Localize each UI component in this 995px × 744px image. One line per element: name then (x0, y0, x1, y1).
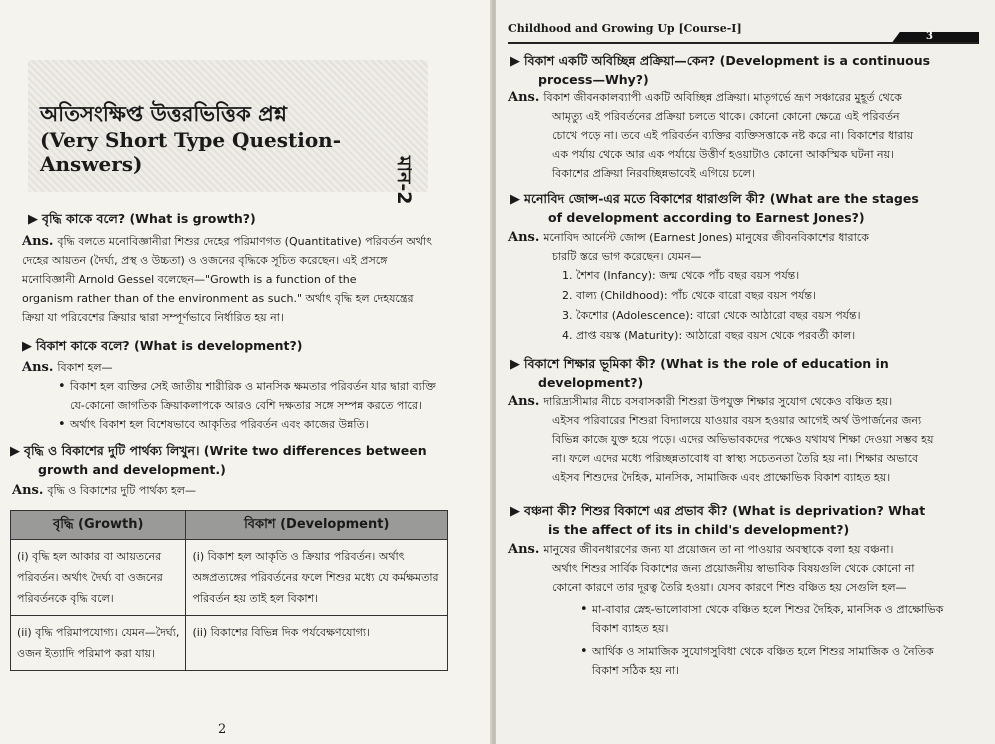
arrow-icon: ▶ (28, 212, 38, 227)
table-cell: (i) বৃদ্ধি হল আকার বা আয়তনের পরিবর্তন। অর্থাৎ দৈর্ঘ্য বা ওজনের পরিবর্তনকে বৃদ্ধি বলে। (11, 540, 186, 616)
answer-line: বিকাশ হল ব্যক্তির সেই জাতীয় শারীরিক ও মানসিক ক্ষমতার পরিবর্তন যার দ্বারা ব্যক্তি (70, 380, 436, 393)
question-1 (28, 210, 256, 229)
table-header-row (11, 511, 448, 540)
arrow-icon: ▶ (510, 192, 520, 207)
arrow-icon: ▶ (22, 339, 32, 354)
answer-line: বৃদ্ধি বলতে মনোবিজ্ঞানীরা শিশুর দেহের পরিমাণগত (Quantitative) পরিবর্তন অর্থাৎ (57, 235, 432, 248)
question-text: বিকাশে শিক্ষার ভূমিকা কী? (What is the role of education in (524, 356, 889, 371)
question-text: বৃদ্ধি ও বিকাশের দুটি পার্থক্য লিখুন। (Write two differences between (24, 443, 427, 458)
answer-line: বৃদ্ধি ও বিকাশের দুটি পার্থক্য হল— (47, 484, 197, 497)
answer-line: কোনো কারণে তার দূরত্ব তৈরি হওয়া। যেসব কারণে শিশু বঞ্চিত হয় সেগুলি হল— (552, 581, 907, 594)
question-text: বঞ্চনা কী? শিশুর বিকাশে এর প্রভাব কী? (What is deprivation? What (524, 503, 926, 518)
answer-2-bullet-2 (70, 415, 470, 434)
answer-line: মনোবিদ আর্নেস্ট জোন্স (Earnest Jones) মানুষের জীবনবিকাশের ধারাকে (543, 231, 869, 244)
question-text: বিকাশ একটি অবিচ্ছিন্ন প্রক্রিয়া—কেন? (Development is a continuous (524, 53, 931, 68)
answer-line: বিকাশ হল— (57, 361, 113, 374)
question-2 (22, 337, 303, 356)
answer-7-bullet-1 (592, 600, 982, 638)
answer-line: অর্থাৎ শিশুর সার্বিক বিকাশের জন্য প্রয়োজনীয় স্বাভাবিক বিষয়গুলি থেকে কোনো না (552, 562, 915, 575)
answer-line: অর্থাৎ বিকাশ হল বিশেষভাবে আকৃতির পরিবর্তন এবং কাজের উন্নতি। (70, 418, 369, 431)
arrow-icon: ▶ (510, 54, 520, 69)
answer-line: মা-বাবার স্নেহ-ভালোবাসা থেকে বঞ্চিত হলে শিশুর দৈহিক, মানসিক ও প্রাক্ষোভিক (592, 603, 944, 616)
comparison-table (10, 510, 448, 671)
table-cell: (ii) বিকাশের বিভিন্ন দিক পর্যবেক্ষণযোগ্য। (186, 616, 448, 671)
banner-title-bengali: অতিসংক্ষিপ্ত উত্তরভিত্তিক প্রশ্ন (40, 102, 287, 126)
ans-label: Ans. (508, 542, 540, 557)
ans-label: Ans. (12, 483, 44, 498)
question-text: মনোবিদ জোন্স-এর মতে বিকাশের ধারাগুলি কী? (What are the stages (524, 191, 919, 206)
question-text: বৃদ্ধি কাকে বলে? (What is growth?) (42, 211, 256, 226)
arrow-icon: ▶ (510, 504, 520, 519)
answer-line: এইসব পরিবারের শিশুরা বিদ্যালয়ে যাওয়ার বয়স হওয়ার আগেই অর্থ উপার্জনের জন্য (552, 414, 922, 427)
ans-label: Ans. (508, 90, 540, 105)
table-row (11, 540, 448, 616)
answer-5 (508, 228, 988, 266)
list-item: 1. শৈশব (Infancy): জন্ম থেকে পাঁচ বছর বয়স পর্যন্ত। (562, 269, 800, 282)
question-text: is the affect of its in child's development?) (548, 522, 850, 537)
question-6 (510, 355, 985, 392)
right-page (496, 0, 995, 744)
section-banner (28, 60, 428, 205)
answer-line: বিভিন্ন কাজে যুক্ত হয়ে পড়ে। এদের অভিভাবকদের পক্ষেও যথাযথ শিক্ষা দেওয়া সম্ভব হয় (552, 433, 934, 446)
answer-1 (22, 232, 472, 327)
question-4 (510, 52, 980, 89)
banner-title-english: (Very Short Type Question-Answers) (40, 128, 341, 176)
answer-line: চারটি স্তরে ভাগ করেছেন। যেমন— (552, 250, 702, 263)
question-text: process—Why?) (538, 72, 649, 87)
answer-2-bullet-1 (70, 377, 470, 415)
header-page-number: 3 (926, 31, 933, 42)
question-3 (10, 442, 480, 479)
running-header: Childhood and Growing Up [Course-I] (508, 22, 742, 35)
list-item: 2. বাল্য (Childhood): পাঁচ থেকে বারো বছর বয়স পর্যন্ত। (562, 289, 816, 302)
answer-line: মনোবিজ্ঞানী Arnold Gessel বলেছেন—"Growth is a function of the (22, 273, 357, 286)
answer-line: মানুষের জীবনধারণের জন্য যা প্রয়োজন তা না পাওয়ার অবস্থাকে বলা হয় বঞ্চনা। (543, 543, 894, 556)
answer-line: organism rather than of the environment as such." অর্থাৎ বৃদ্ধি হল দেহযন্ত্রের (22, 292, 414, 305)
stages-list (562, 266, 861, 346)
answer-4 (508, 88, 988, 183)
answer-3-intro (12, 481, 196, 500)
ans-label: Ans. (22, 234, 54, 249)
question-text: of development according to Earnest Jones?) (548, 210, 865, 225)
answer-line: দেহের আয়তন (দৈর্ঘ্য, প্রস্থ ও উচ্চতা) ও ওজনের বৃদ্ধিকে সূচিত করেছেন। এই প্রসঙ্গে (22, 254, 388, 267)
answer-2-intro (22, 358, 113, 377)
answer-line: যে-কোনো জাগতিক ক্রিয়াকলাপকে আরও বেশি দক্ষতার সঙ্গে সম্পন্ন করতে পারে। (70, 399, 422, 412)
table-header-growth: বৃদ্ধি (Growth) (11, 511, 186, 540)
answer-line: বিকাশ জীবনকালব্যাপী একটি অবিচ্ছিন্ন প্রক্রিয়া। মাতৃগর্ভে ভ্রূণ সঞ্চারের মুহূর্ত থেকে (543, 91, 902, 104)
left-page (0, 0, 492, 744)
question-text: বিকাশ কাকে বলে? (What is development?) (36, 338, 303, 353)
ans-label: Ans. (508, 230, 540, 245)
answer-7 (508, 540, 988, 597)
question-5 (510, 190, 980, 227)
question-text: development?) (538, 375, 644, 390)
arrow-icon: ▶ (10, 444, 20, 459)
answer-line: এইসব শিশুদের দৈহিক, মানসিক, সামাজিক এবং প্রাক্ষোভিক বিকাশ ব্যাহত হয়। (552, 471, 891, 484)
list-item: 3. কৈশোর (Adolescence): বারো থেকে আঠারো বছর বয়স পর্যন্ত। (562, 309, 861, 322)
question-text: growth and development.) (38, 462, 226, 477)
table-row (11, 616, 448, 671)
answer-6 (508, 392, 988, 487)
table-cell: (ii) বৃদ্ধি পরিমাপযোগ্য। যেমন—দৈর্ঘ্য, ওজন ইত্যাদি পরিমাপ করা যায়। (11, 616, 186, 671)
table-header-development: বিকাশ (Development) (186, 511, 448, 540)
answer-line: বিকাশ ব্যাহত হয়। (592, 622, 669, 635)
answer-line: এক পর্যায় থেকে আর এক পর্যায়ে উত্তীর্ণ হওয়াটাও কোনো আকস্মিক ঘটনা নয়। (552, 148, 894, 161)
chapter-mark: মান-2 (393, 156, 415, 205)
answer-line: আর্থিক ও সামাজিক সুযোগসুবিধা থেকে বঞ্চিত হলে শিশুর সামাজিক ও নৈতিক (592, 645, 934, 658)
header-rule (508, 42, 978, 44)
answer-line: ক্রিয়া যা পরিবেশের ক্রিয়ার দ্বারা সম্পূর্ণভাবে নির্ধারিত হয় না। (22, 311, 284, 324)
answer-line: বিকাশের প্রক্রিয়া নিরবচ্ছিন্নভাবেই এগিয়ে চলে। (552, 167, 755, 180)
question-7 (510, 502, 990, 539)
answer-line: বিকাশ সঠিক হয় না। (592, 664, 680, 677)
arrow-icon: ▶ (510, 357, 520, 372)
answer-line: চোখে পড়ে না। তবে এই পরিবর্তন ব্যক্তির ব্যক্তিসত্তাকে নষ্ট করে না। বিকাশের ধারায় (552, 129, 914, 142)
ans-label: Ans. (508, 394, 540, 409)
ans-label: Ans. (22, 360, 54, 375)
page-number: 2 (218, 722, 227, 737)
list-item: 4. প্রাপ্ত বয়স্ক (Maturity): আঠারো বছর বয়স থেকে পরবর্তী কাল। (562, 329, 856, 342)
answer-line: আমৃত্যু এই পরিবর্তনের প্রক্রিয়া চলতে থাকে। কোনো কোনো ক্ষেত্রে এই পরিবর্তন (552, 110, 900, 123)
table-cell: (i) বিকাশ হল আকৃতি ও ক্রিয়ার পরিবর্তন। অর্থাৎ অঙ্গপ্রত্যঙ্গের পরিবর্তনের ফলে শিশুর মধ্যে যে কর্মক্ষমতার পরিবর্তন হয় তাই হল বিকাশ। (186, 540, 448, 616)
answer-7-bullet-2 (592, 642, 982, 680)
answer-line: দারিদ্র্যসীমার নীচে বসবাসকারী শিশুরা উপযুক্ত শিক্ষার সুযোগ থেকেও বঞ্চিত হয়। (543, 395, 893, 408)
answer-line: না। ফলে এদের মধ্যে পরিচ্ছন্নতাবোধ বা স্বাস্থ্য সচেতনতা তৈরি হয় না। শিক্ষার অভাবে (552, 452, 919, 465)
